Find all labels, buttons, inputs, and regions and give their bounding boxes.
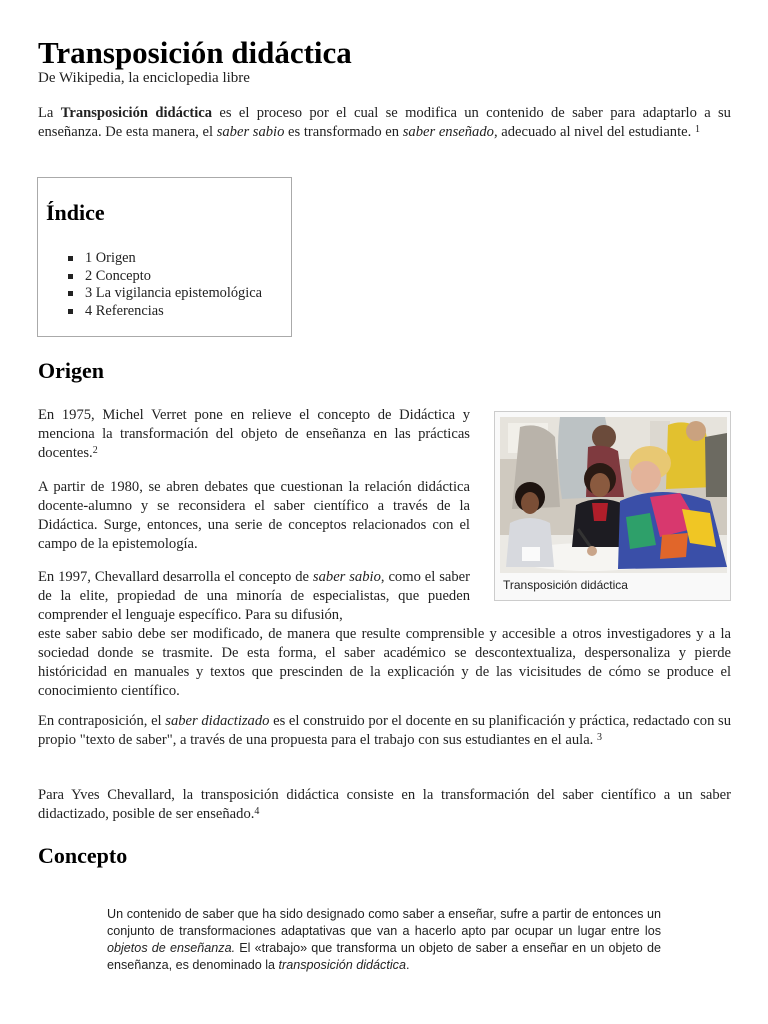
- toc-title: Índice: [46, 200, 105, 225]
- reference-1-link[interactable]: 1: [694, 124, 700, 135]
- toc-item-vigilancia[interactable]: 3 La vigilancia epistemológica: [68, 285, 262, 303]
- term-objetos-de-ensenanza: objetos de enseñanza.: [107, 941, 236, 955]
- term-saber-didactizado: saber didactizado: [165, 713, 270, 729]
- term-saber-sabio: saber sabio: [216, 124, 285, 140]
- figure-caption: Transposición didáctica: [503, 578, 628, 592]
- table-of-contents: [37, 177, 292, 337]
- concepto-quote: Un contenido de saber que ha sido designado como saber a enseñar, sufre a partir de entonces un conjunto de transformaciones adaptativas que van a hacerlo apto par ocupar un lugar entre los objetos de enseñanza. El «trabajo» que transforma un objeto de saber a enseñar en un objeto de enseñanza, es denominado la transposición didáctica.: [107, 907, 661, 972]
- term-saber-ensenado: saber enseñado: [402, 124, 494, 140]
- toc-list: [68, 250, 262, 320]
- article-tagline: De Wikipedia, la enciclopedia libre: [38, 70, 250, 86]
- classroom-photo[interactable]: [500, 417, 727, 573]
- toc-item-referencias[interactable]: 4 Referencias: [68, 303, 262, 321]
- origen-column: [38, 406, 470, 569]
- bullet-icon: [68, 274, 73, 279]
- classroom-photo-illustration: [500, 417, 727, 573]
- term-transposicion-didactica: transposición didáctica: [278, 958, 406, 972]
- term-saber-sabio-2: saber sabio: [312, 569, 381, 585]
- bullet-icon: [68, 291, 73, 296]
- paragraph-1975: En 1975, Michel Verret pone en relieve el concepto de Didáctica y menciona la transformación del objeto de enseñanza en las prácticas docentes.$^2$: [38, 407, 470, 461]
- paragraph-yves-chevallard: Para Yves Chevallard, la transposición didáctica consiste en la transformación del saber científico a un saber didactizado, posible de ser enseñado.$^4$: [38, 787, 731, 822]
- intro-section: [38, 104, 731, 142]
- bullet-icon: [68, 256, 73, 261]
- heading-concepto: Concepto: [38, 843, 128, 868]
- paragraph-1997-wrapped: En 1997, Chevallard desarrolla el concepto de saber sabio, como el saber de la elite, propiedad de una minoría de especialistas, que pueden comprender el lenguaje específico. Para su difusión,: [38, 569, 470, 623]
- reference-2-link[interactable]: 2: [92, 445, 98, 456]
- term-transposicion: Transposición didáctica: [60, 105, 213, 121]
- toc-item-concepto[interactable]: 2 Concepto: [68, 268, 262, 286]
- reference-4-link[interactable]: 4: [254, 806, 260, 817]
- bullet-icon: [68, 309, 73, 314]
- paragraph-1980: A partir de 1980, se abren debates que cuestionan la relación didáctica docente-alumno y se reconsidera el saber científico a través de la Didáctica. Surge, entonces, una serie de conceptos relacionados con el campo de la epistemología.: [38, 479, 470, 552]
- intro-paragraph: La Transposición didáctica es el proceso por el cual se modifica un contenido de saber para adaptarlo a su enseñanza. De esta manera, el saber sabio es transformado en saber enseñado, adecuado al nivel del estudiante. $^1$: [38, 105, 731, 140]
- paragraph-1997: En 1997, Chevallard desarrolla el concepto de saber sabio, como el saber de la elite, propiedad de una minoría de especialistas, que pueden comprender el lenguaje específico. Para su difusión, este saber sabio debe ser modificado, de manera que resulte comprensible y accesible a otros investigadores y a la sociedad donde se trasmite. De esta forma, el saber académico se descontextualiza, despersonaliza y pierde históricidad en manuales y textos que prescinden de la explicación y de las vicisitudes de cómo se produce el conocimiento científico.: [38, 569, 731, 699]
- toc-item-origen[interactable]: 1 Origen: [68, 250, 262, 268]
- reference-3-link[interactable]: 3: [596, 732, 602, 743]
- paragraph-contraposicion: En contraposición, el saber didactizado es el construido por el docente en su planificación y práctica, redactado con su propio "texto de saber", a través de una propuesta para el trabajo con sus estudiantes en el aula. $^3$: [38, 713, 732, 748]
- heading-origen: Origen: [38, 358, 104, 383]
- article-title: Transposición didáctica: [38, 35, 352, 70]
